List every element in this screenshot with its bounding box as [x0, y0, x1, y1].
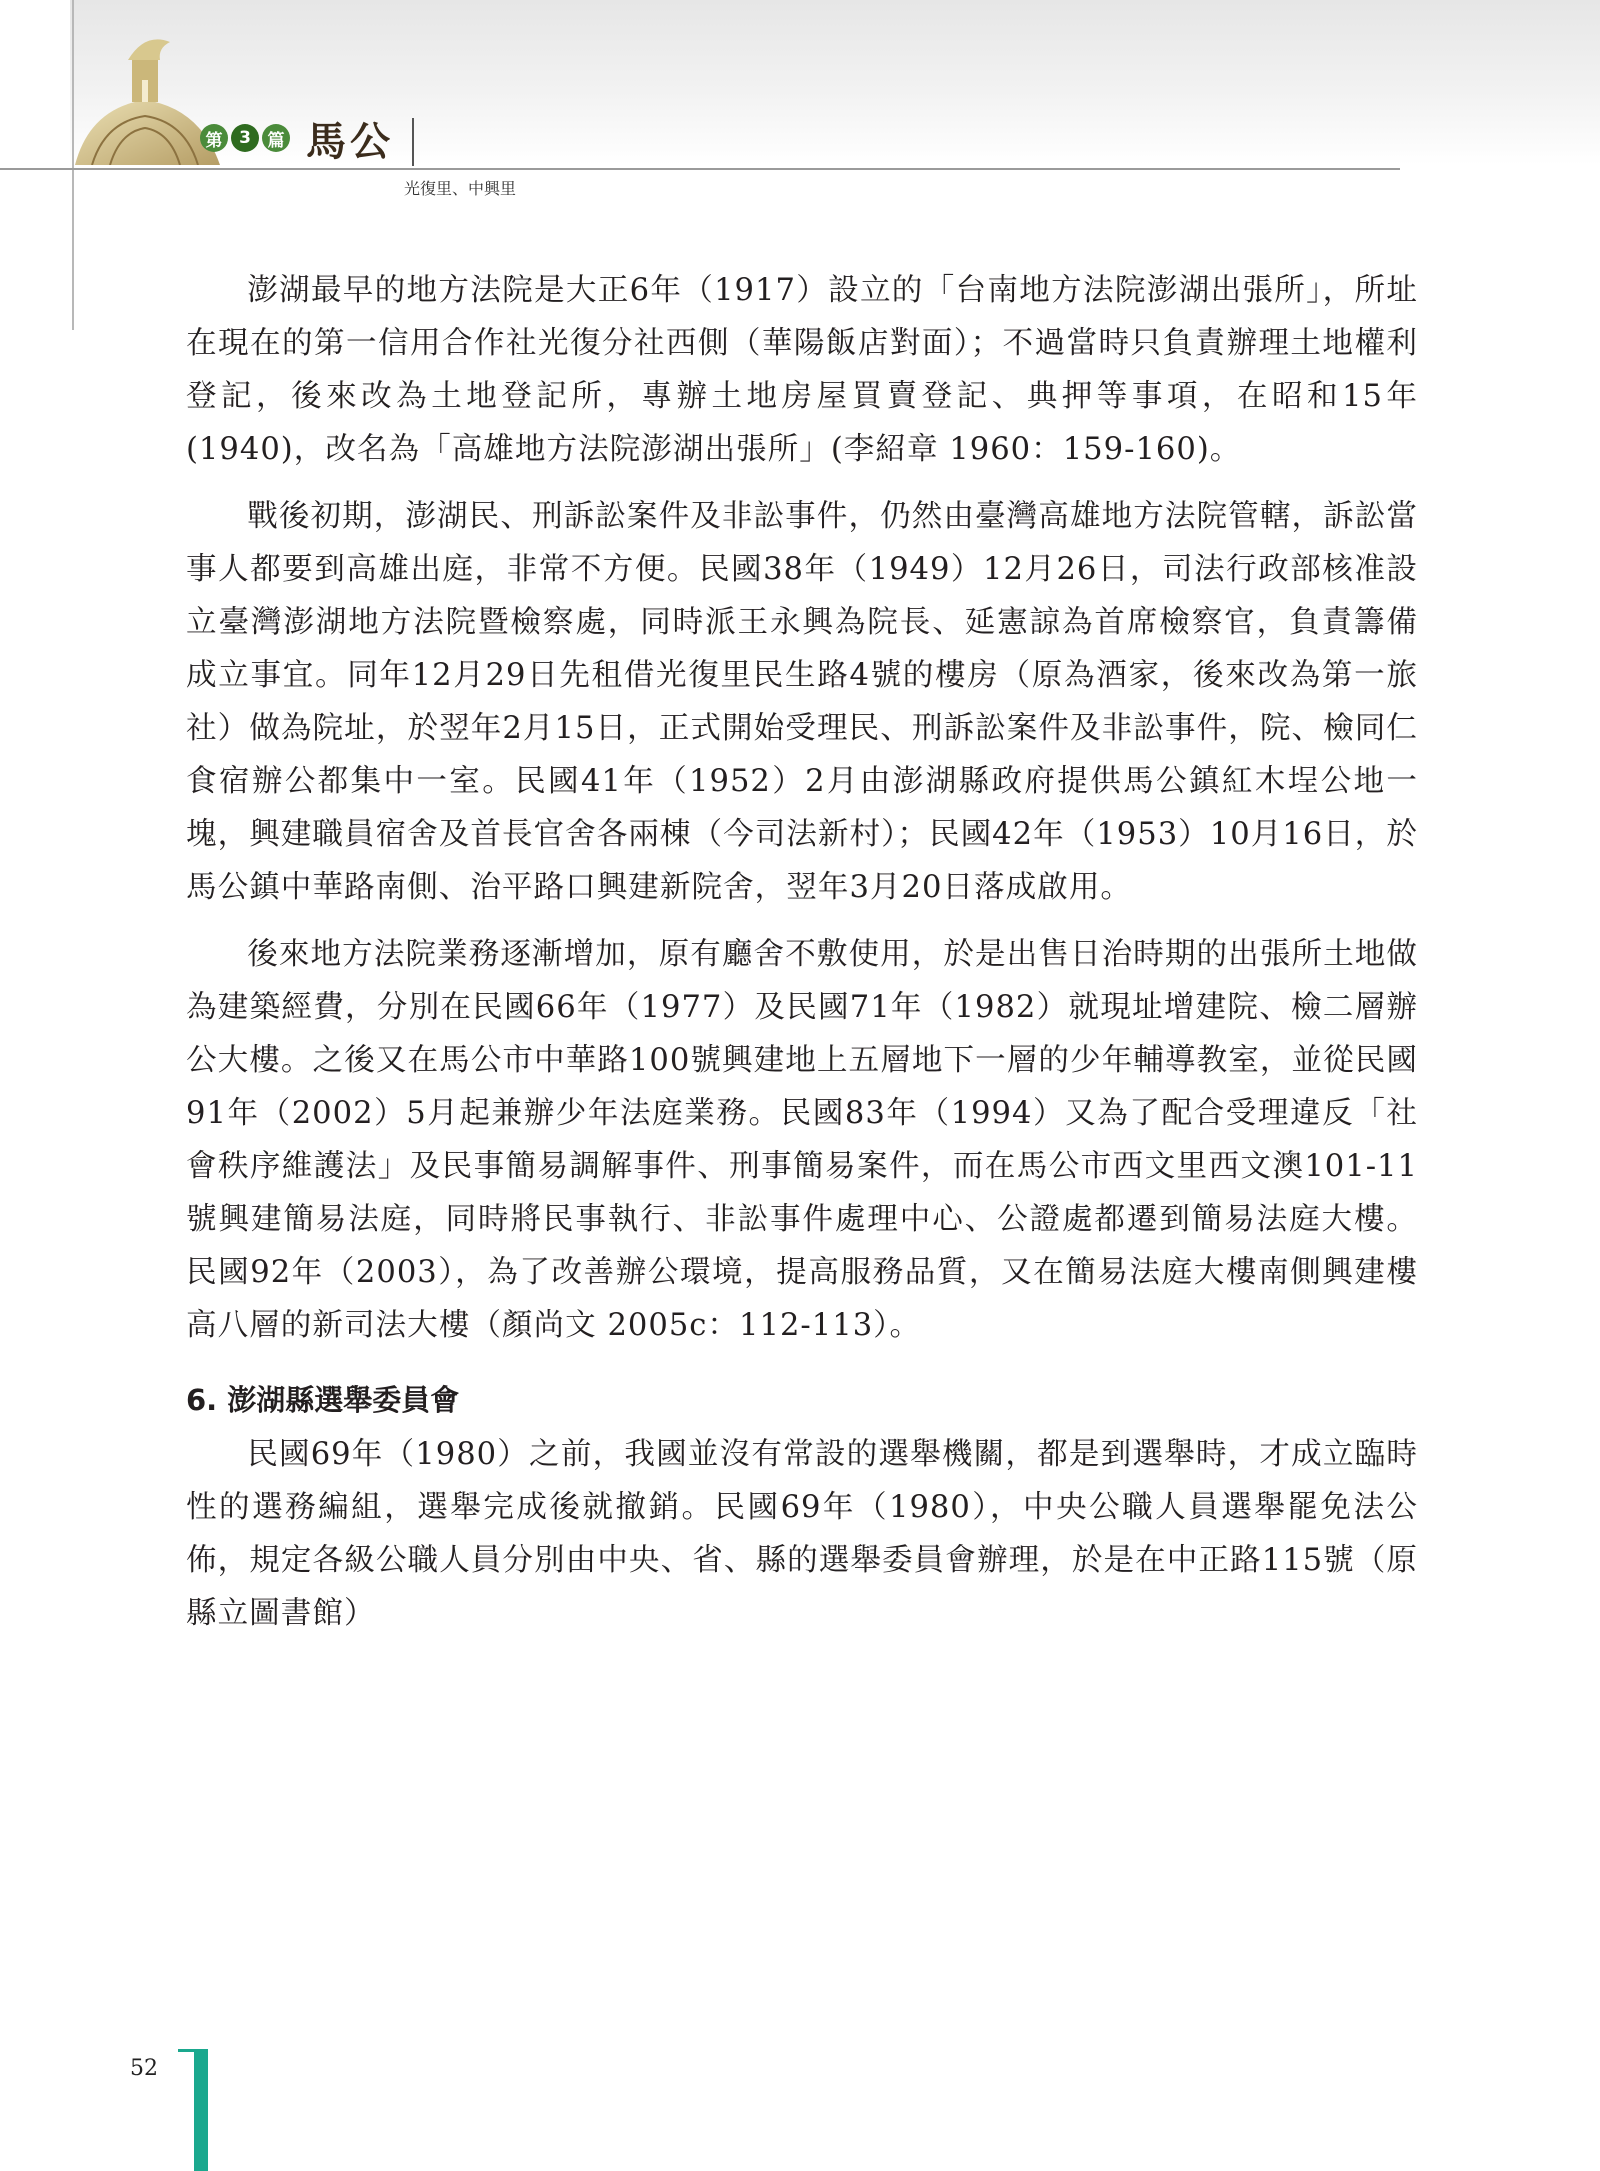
section-heading: 6. 澎湖縣選舉委員會 — [186, 1383, 460, 1417]
main-content — [186, 264, 1418, 1640]
chapter-title: 馬公 — [306, 118, 394, 165]
page-number: 52 — [130, 2056, 158, 2081]
chapter-badge-number: 3 — [231, 124, 259, 152]
footer-accent-bar — [194, 2049, 208, 2171]
chapter-badge-suffix: 篇 — [262, 124, 290, 152]
paragraph-4: 民國69年（1980）之前，我國並沒有常設的選舉機關，都是到選舉時，才成立臨時性的選務編組，選舉完成後就撤銷。民國69年（1980），中央公職人員選舉罷免法公佈，規定各級公職人員分別由中央、省、縣的選舉委員會辦理，於是在中正路115號（原縣立圖書館） — [186, 1437, 1418, 1631]
paragraph-3: 後來地方法院業務逐漸增加，原有廳舍不敷使用，於是出售日治時期的出張所土地做為建築經費，分別在民國66年（1977）及民國71年（1982）就現址增建院、檢二層辦公大樓。之後又在馬公市中華路100號興建地上五層地下一層的少年輔導教室，並從民國91年（2002）5月起兼辦少年法庭業務。民國83年（1994）又為了配合受理違反「社會秩序維護法」及民事簡易調解事件、刑事簡易案件，而在馬公市西文里西文澳101-11號興建簡易法庭，同時將民事執行、非訟事件處理中心、公證處都遷到簡易法庭大樓。民國92年（2003），為了改善辦公環境，提高服務品質，又在簡易法庭大樓南側興建樓高八層的新司法大樓（顏尚文 2005c：112-113）。 — [186, 937, 1418, 1343]
section-subtitle: 光復里、中興里 — [404, 179, 517, 198]
header-horizontal-rule — [0, 168, 1400, 170]
title-divider — [412, 118, 414, 166]
chapter-badge — [200, 124, 290, 152]
chapter-badge-prefix: 第 — [200, 124, 228, 152]
header-band — [70, 0, 1600, 165]
lighthouse-statue-logo-icon — [70, 30, 220, 165]
paragraph-1: 澎湖最早的地方法院是大正6年（1917）設立的「台南地方法院澎湖出張所」，所址在現在的第一信用合作社光復分社西側（華陽飯店對面）；不過當時只負責辦理土地權利登記，後來改為土地登記所，專辦土地房屋買賣登記、典押等事項，在昭和15年(1940)，改名為「高雄地方法院澎湖出張所」(李紹章 1960：159-160)。 — [186, 273, 1418, 467]
paragraph-2: 戰後初期，澎湖民、刑訴訟案件及非訟事件，仍然由臺灣高雄地方法院管轄，訴訟當事人都要到高雄出庭，非常不方便。民國38年（1949）12月26日，司法行政部核准設立臺灣澎湖地方法院暨檢察處，同時派王永興為院長、延憲諒為首席檢察官，負責籌備成立事宜。同年12月29日先租借光復里民生路4號的樓房（原為酒家，後來改為第一旅社）做為院址，於翌年2月15日，正式開始受理民、刑訴訟案件及非訟事件，院、檢同仁食宿辦公都集中一室。民國41年（1952）2月由澎湖縣政府提供馬公鎮紅木埕公地一塊，興建職員宿舍及首長官舍各兩棟（今司法新村）；民國42年（1953）10月16日，於馬公鎮中華路南側、治平路口興建新院舍，翌年3月20日落成啟用。 — [186, 499, 1418, 905]
